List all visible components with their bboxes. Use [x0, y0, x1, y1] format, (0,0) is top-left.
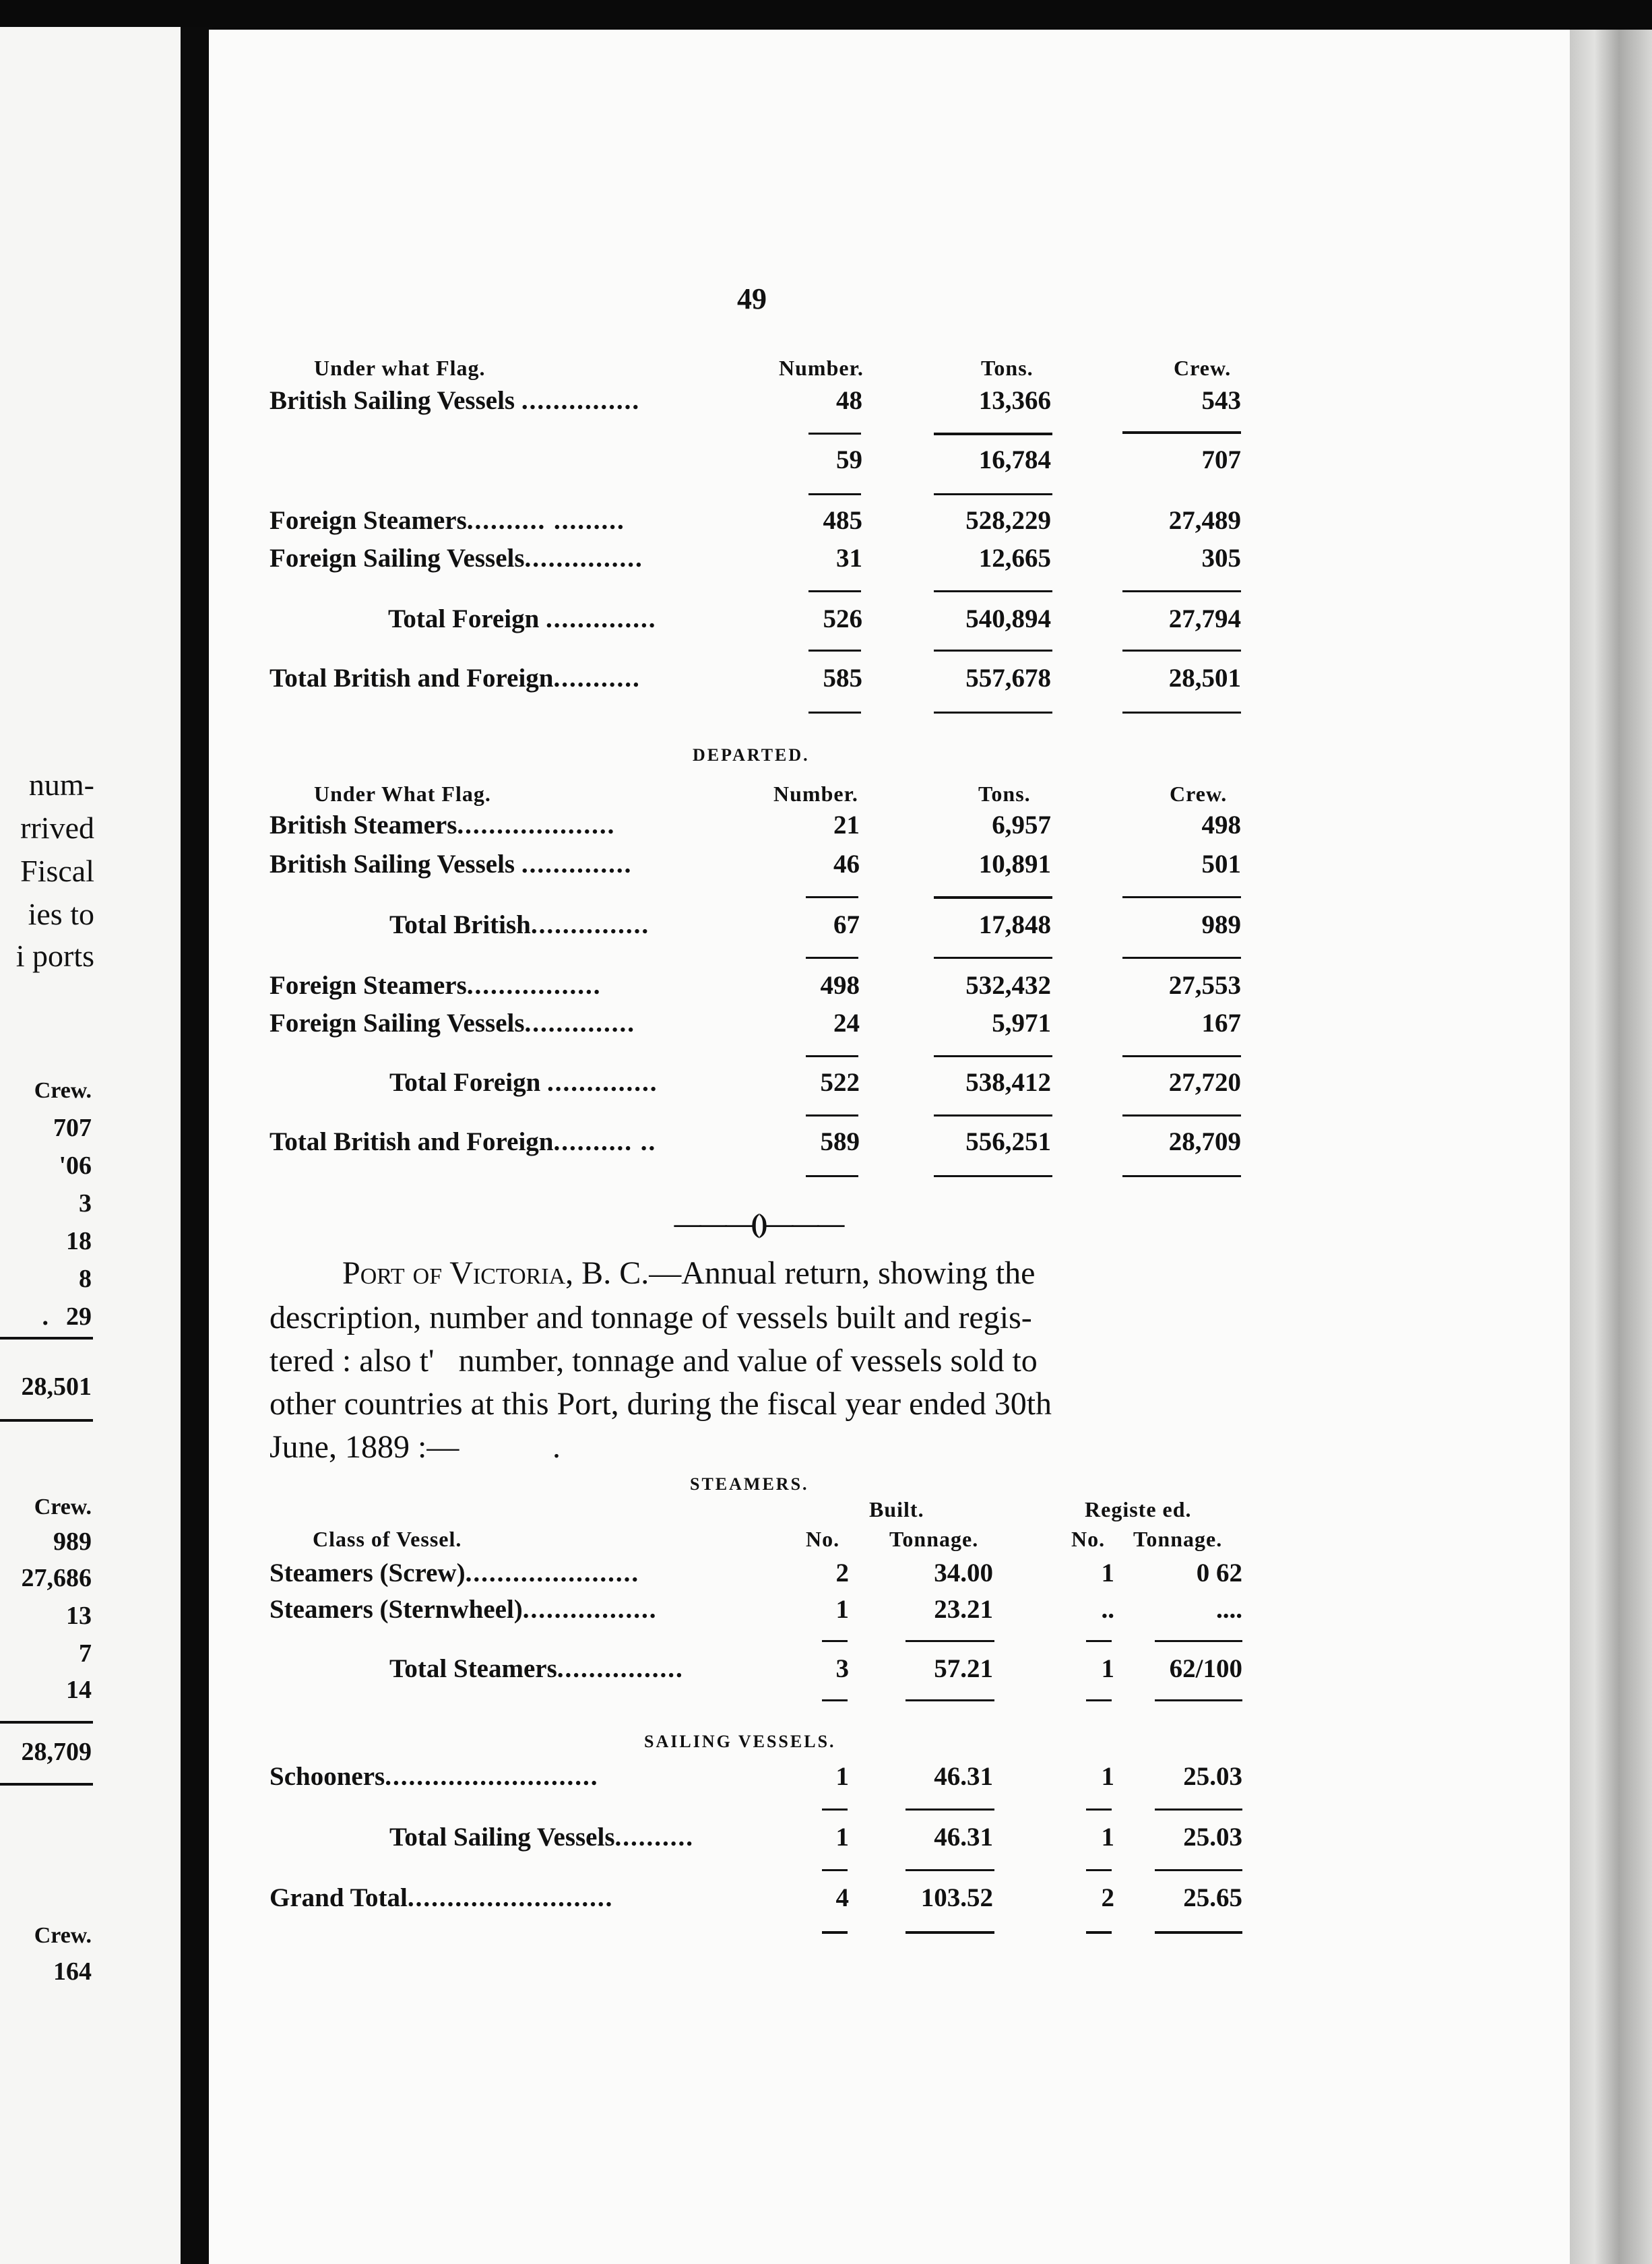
table-rule [1086, 1869, 1112, 1871]
left-crew-value: 3 [79, 1189, 92, 1218]
crew-cell: 707 [1201, 445, 1241, 474]
no-header: No. [806, 1527, 840, 1551]
row-label: British Sailing Vessels ............... [269, 386, 641, 415]
sailing-vessels-title: SAILING VESSELS. [644, 1732, 836, 1751]
table-rule [906, 1931, 994, 1934]
row-label: Schooners........................... [269, 1762, 599, 1791]
number-header: Number. [779, 356, 864, 380]
left-text-fragment: ies to [28, 897, 94, 931]
table-rule [806, 957, 858, 959]
no-header: No. [1071, 1527, 1106, 1551]
crew-cell: 498 [1201, 811, 1241, 840]
table-rule [1122, 896, 1241, 898]
left-crew-value: 989 [53, 1528, 92, 1556]
built-no-cell: 4 [835, 1883, 849, 1912]
tons-cell: 540,894 [965, 604, 1051, 633]
paragraph-line: June, 1889 :— [269, 1429, 459, 1465]
tons-cell: 13,366 [978, 386, 1051, 415]
paragraph-line: tered : also t' number, tonnage and value of vessels sold to [269, 1343, 1038, 1379]
port-name: Port of Victoria, B. C. [342, 1255, 649, 1291]
crew-cell: 305 [1201, 544, 1241, 573]
reg-tonnage-cell: .... [1216, 1595, 1242, 1624]
table-rule [808, 493, 861, 495]
built-no-cell: 1 [835, 1823, 849, 1852]
number-cell: 585 [823, 664, 862, 693]
built-no-cell: 1 [835, 1595, 849, 1624]
table-rule [1122, 1114, 1241, 1117]
row-label: British Sailing Vessels .............. [269, 850, 633, 879]
table-rule [1086, 1699, 1112, 1701]
left-crew-value: 18 [66, 1227, 92, 1255]
table-rule [906, 1699, 994, 1701]
table-rule [1155, 1931, 1242, 1934]
paragraph-mark: . [552, 1429, 561, 1465]
crew-header: Crew. [1174, 356, 1232, 380]
table-rule [934, 1114, 1052, 1117]
number-header: Number. [773, 782, 858, 806]
left-crew-header: Crew. [34, 1923, 92, 1948]
table-rule [822, 1699, 848, 1701]
reg-no-cell: 1 [1101, 1559, 1114, 1587]
number-cell: 59 [836, 445, 862, 474]
crew-cell: 27,794 [1168, 604, 1241, 633]
number-cell: 48 [836, 386, 862, 415]
registered-header: Registe ed. [1085, 1497, 1192, 1521]
table-rule [1122, 431, 1241, 434]
left-crew-header: Crew. [34, 1078, 92, 1103]
built-header: Built. [869, 1497, 924, 1521]
table-rule [934, 712, 1052, 714]
reg-no-cell: 1 [1101, 1762, 1114, 1791]
table-rule [934, 1055, 1052, 1057]
left-text-fragment: i ports [15, 939, 94, 973]
table-rule [934, 957, 1052, 959]
left-crew-value: 707 [53, 1114, 92, 1142]
tons-cell: 528,229 [965, 506, 1051, 535]
table-rule [1122, 650, 1241, 652]
crew-header: Crew. [1170, 782, 1228, 806]
left-crew-value: 29 [66, 1302, 92, 1331]
left-dot: . [42, 1302, 49, 1331]
tons-header: Tons. [981, 356, 1034, 380]
tons-cell: 10,891 [978, 850, 1051, 879]
reg-no-cell: 1 [1101, 1823, 1114, 1852]
row-label: Foreign Steamers................. [269, 971, 602, 1000]
table-rule [806, 896, 858, 898]
table-rule [934, 896, 1052, 899]
left-crew-value: 14 [66, 1676, 92, 1704]
table-rule [806, 1055, 858, 1057]
scan-top-border [0, 0, 1652, 30]
reg-no-cell: .. [1101, 1595, 1114, 1624]
row-label: Total Steamers................ [389, 1654, 684, 1683]
left-rule [0, 1721, 93, 1724]
built-tonnage-cell: 23.21 [934, 1595, 993, 1624]
table-rule [934, 590, 1052, 592]
number-cell: 21 [833, 811, 860, 840]
number-cell: 46 [833, 850, 860, 879]
crew-cell: 27,489 [1168, 506, 1241, 535]
row-label: Foreign Sailing Vessels............... [269, 544, 643, 573]
tons-header: Tons. [978, 782, 1031, 806]
row-label: Foreign Steamers.......... ......... [269, 506, 625, 535]
table-rule [1086, 1809, 1112, 1811]
table-rule [822, 1809, 848, 1811]
crew-cell: 28,501 [1168, 664, 1241, 693]
table-rule [822, 1931, 848, 1934]
tonnage-header: Tonnage. [1133, 1527, 1223, 1551]
row-label: British Steamers.................... [269, 811, 616, 840]
left-crew-total: 28,501 [21, 1373, 92, 1401]
number-cell: 498 [820, 971, 860, 1000]
tons-cell: 12,665 [978, 544, 1051, 573]
class-header: Class of Vessel. [313, 1527, 462, 1551]
built-tonnage-cell: 46.31 [934, 1762, 993, 1791]
table-rule [1122, 1055, 1241, 1057]
row-label: Foreign Sailing Vessels.............. [269, 1009, 636, 1038]
table-rule [1086, 1931, 1112, 1934]
number-cell: 485 [823, 506, 862, 535]
row-label: Total British............... [389, 910, 650, 939]
crew-cell: 501 [1201, 850, 1241, 879]
table-rule [822, 1869, 848, 1871]
left-crew-total: 28,709 [21, 1738, 92, 1766]
table-rule [1122, 1175, 1241, 1177]
left-text-fragment: Fiscal [20, 854, 94, 888]
reg-tonnage-cell: 62/100 [1169, 1654, 1242, 1683]
table-rule [1086, 1640, 1112, 1642]
left-crew-value: 13 [66, 1602, 92, 1630]
table-rule [934, 493, 1052, 495]
flag-header: Under what Flag. [314, 356, 486, 380]
table-rule [906, 1809, 994, 1811]
left-text-fragment: num- [28, 767, 94, 802]
left-facing-page [0, 27, 181, 2264]
built-no-cell: 3 [835, 1654, 849, 1683]
table-rule [934, 650, 1052, 652]
tons-cell: 17,848 [978, 910, 1051, 939]
row-label: Total British and Foreign........... [269, 664, 641, 693]
paragraph-line: description, number and tonnage of vessels built and regis- [269, 1300, 1032, 1335]
tons-cell: 556,251 [965, 1127, 1051, 1156]
table-rule [1122, 712, 1241, 714]
table-rule [1155, 1809, 1242, 1811]
left-crew-value: '06 [59, 1152, 92, 1180]
row-label: Steamers (Sternwheel)................. [269, 1595, 658, 1624]
table-rule [934, 1175, 1052, 1177]
table-rule [808, 590, 861, 592]
table-rule [906, 1869, 994, 1871]
paragraph-line: Port of Victoria, B. C.—Annual return, showing the [342, 1255, 1036, 1291]
reg-tonnage-cell: 25.03 [1183, 1823, 1242, 1852]
table-rule [1155, 1640, 1242, 1642]
flag-header: Under What Flag. [314, 782, 491, 806]
crew-cell: 27,720 [1168, 1068, 1241, 1097]
left-crew-value: 164 [53, 1957, 92, 1986]
table-rule [808, 712, 861, 714]
left-crew-value: 8 [79, 1265, 92, 1293]
tons-cell: 557,678 [965, 664, 1051, 693]
number-cell: 526 [823, 604, 862, 633]
row-label: Steamers (Screw)...................... [269, 1559, 640, 1587]
left-crew-value: 27,686 [21, 1564, 92, 1592]
table-rule [1122, 957, 1241, 959]
left-text-fragment: rrived [20, 811, 94, 845]
reg-tonnage-cell: 25.65 [1183, 1883, 1242, 1912]
built-tonnage-cell: 57.21 [934, 1654, 993, 1683]
reg-tonnage-cell: 0 62 [1196, 1559, 1242, 1587]
crew-cell: 27,553 [1168, 971, 1241, 1000]
built-tonnage-cell: 34.00 [934, 1559, 993, 1587]
tons-cell: 538,412 [965, 1068, 1051, 1097]
table-rule [808, 433, 861, 435]
number-cell: 589 [820, 1127, 860, 1156]
row-label: Total Foreign .............. [389, 1068, 658, 1097]
tons-cell: 6,957 [992, 811, 1051, 840]
reg-tonnage-cell: 25.03 [1183, 1762, 1242, 1791]
row-label: Total British and Foreign.......... .. [269, 1127, 657, 1156]
left-crew-value: 7 [79, 1639, 92, 1668]
built-no-cell: 2 [835, 1559, 849, 1587]
number-cell: 31 [836, 544, 862, 573]
reg-no-cell: 1 [1101, 1654, 1114, 1683]
number-cell: 67 [833, 910, 860, 939]
table-rule [1155, 1869, 1242, 1871]
page-number: 49 [737, 282, 767, 315]
table-rule [806, 1114, 858, 1117]
left-crew-header: Crew. [34, 1495, 92, 1519]
table-rule [806, 1175, 858, 1177]
table-rule [1155, 1699, 1242, 1701]
steamers-title: STEAMERS. [690, 1474, 809, 1494]
table-rule [906, 1640, 994, 1642]
departed-title: DEPARTED. [693, 745, 810, 765]
built-tonnage-cell: 46.31 [934, 1823, 993, 1852]
table-rule [822, 1640, 848, 1642]
crew-cell: 28,709 [1168, 1127, 1241, 1156]
tons-cell: 5,971 [992, 1009, 1051, 1038]
paragraph-line: other countries at this Port, during the fiscal year ended 30th [269, 1386, 1052, 1422]
built-tonnage-cell: 103.52 [920, 1883, 993, 1912]
left-rule [0, 1783, 93, 1786]
left-rule [0, 1337, 93, 1340]
left-rule [0, 1419, 93, 1422]
tonnage-header: Tonnage. [889, 1527, 979, 1551]
crew-cell: 167 [1201, 1009, 1241, 1038]
table-rule [1122, 590, 1241, 592]
row-label: Total Sailing Vessels.......... [389, 1823, 695, 1852]
crew-cell: 989 [1201, 910, 1241, 939]
table-rule [808, 650, 861, 652]
row-label: Total Foreign .............. [388, 604, 657, 633]
reg-no-cell: 2 [1101, 1883, 1114, 1912]
book-gutter [181, 27, 212, 2264]
crew-cell: 543 [1201, 386, 1241, 415]
section-divider: ———()——— [674, 1208, 844, 1238]
number-cell: 24 [833, 1009, 860, 1038]
built-no-cell: 1 [835, 1762, 849, 1791]
table-rule [934, 433, 1052, 435]
tons-cell: 16,784 [978, 445, 1051, 474]
tons-cell: 532,432 [965, 971, 1051, 1000]
row-label: Grand Total.......................... [269, 1883, 614, 1912]
number-cell: 522 [820, 1068, 860, 1097]
page-edge [1570, 30, 1652, 2264]
